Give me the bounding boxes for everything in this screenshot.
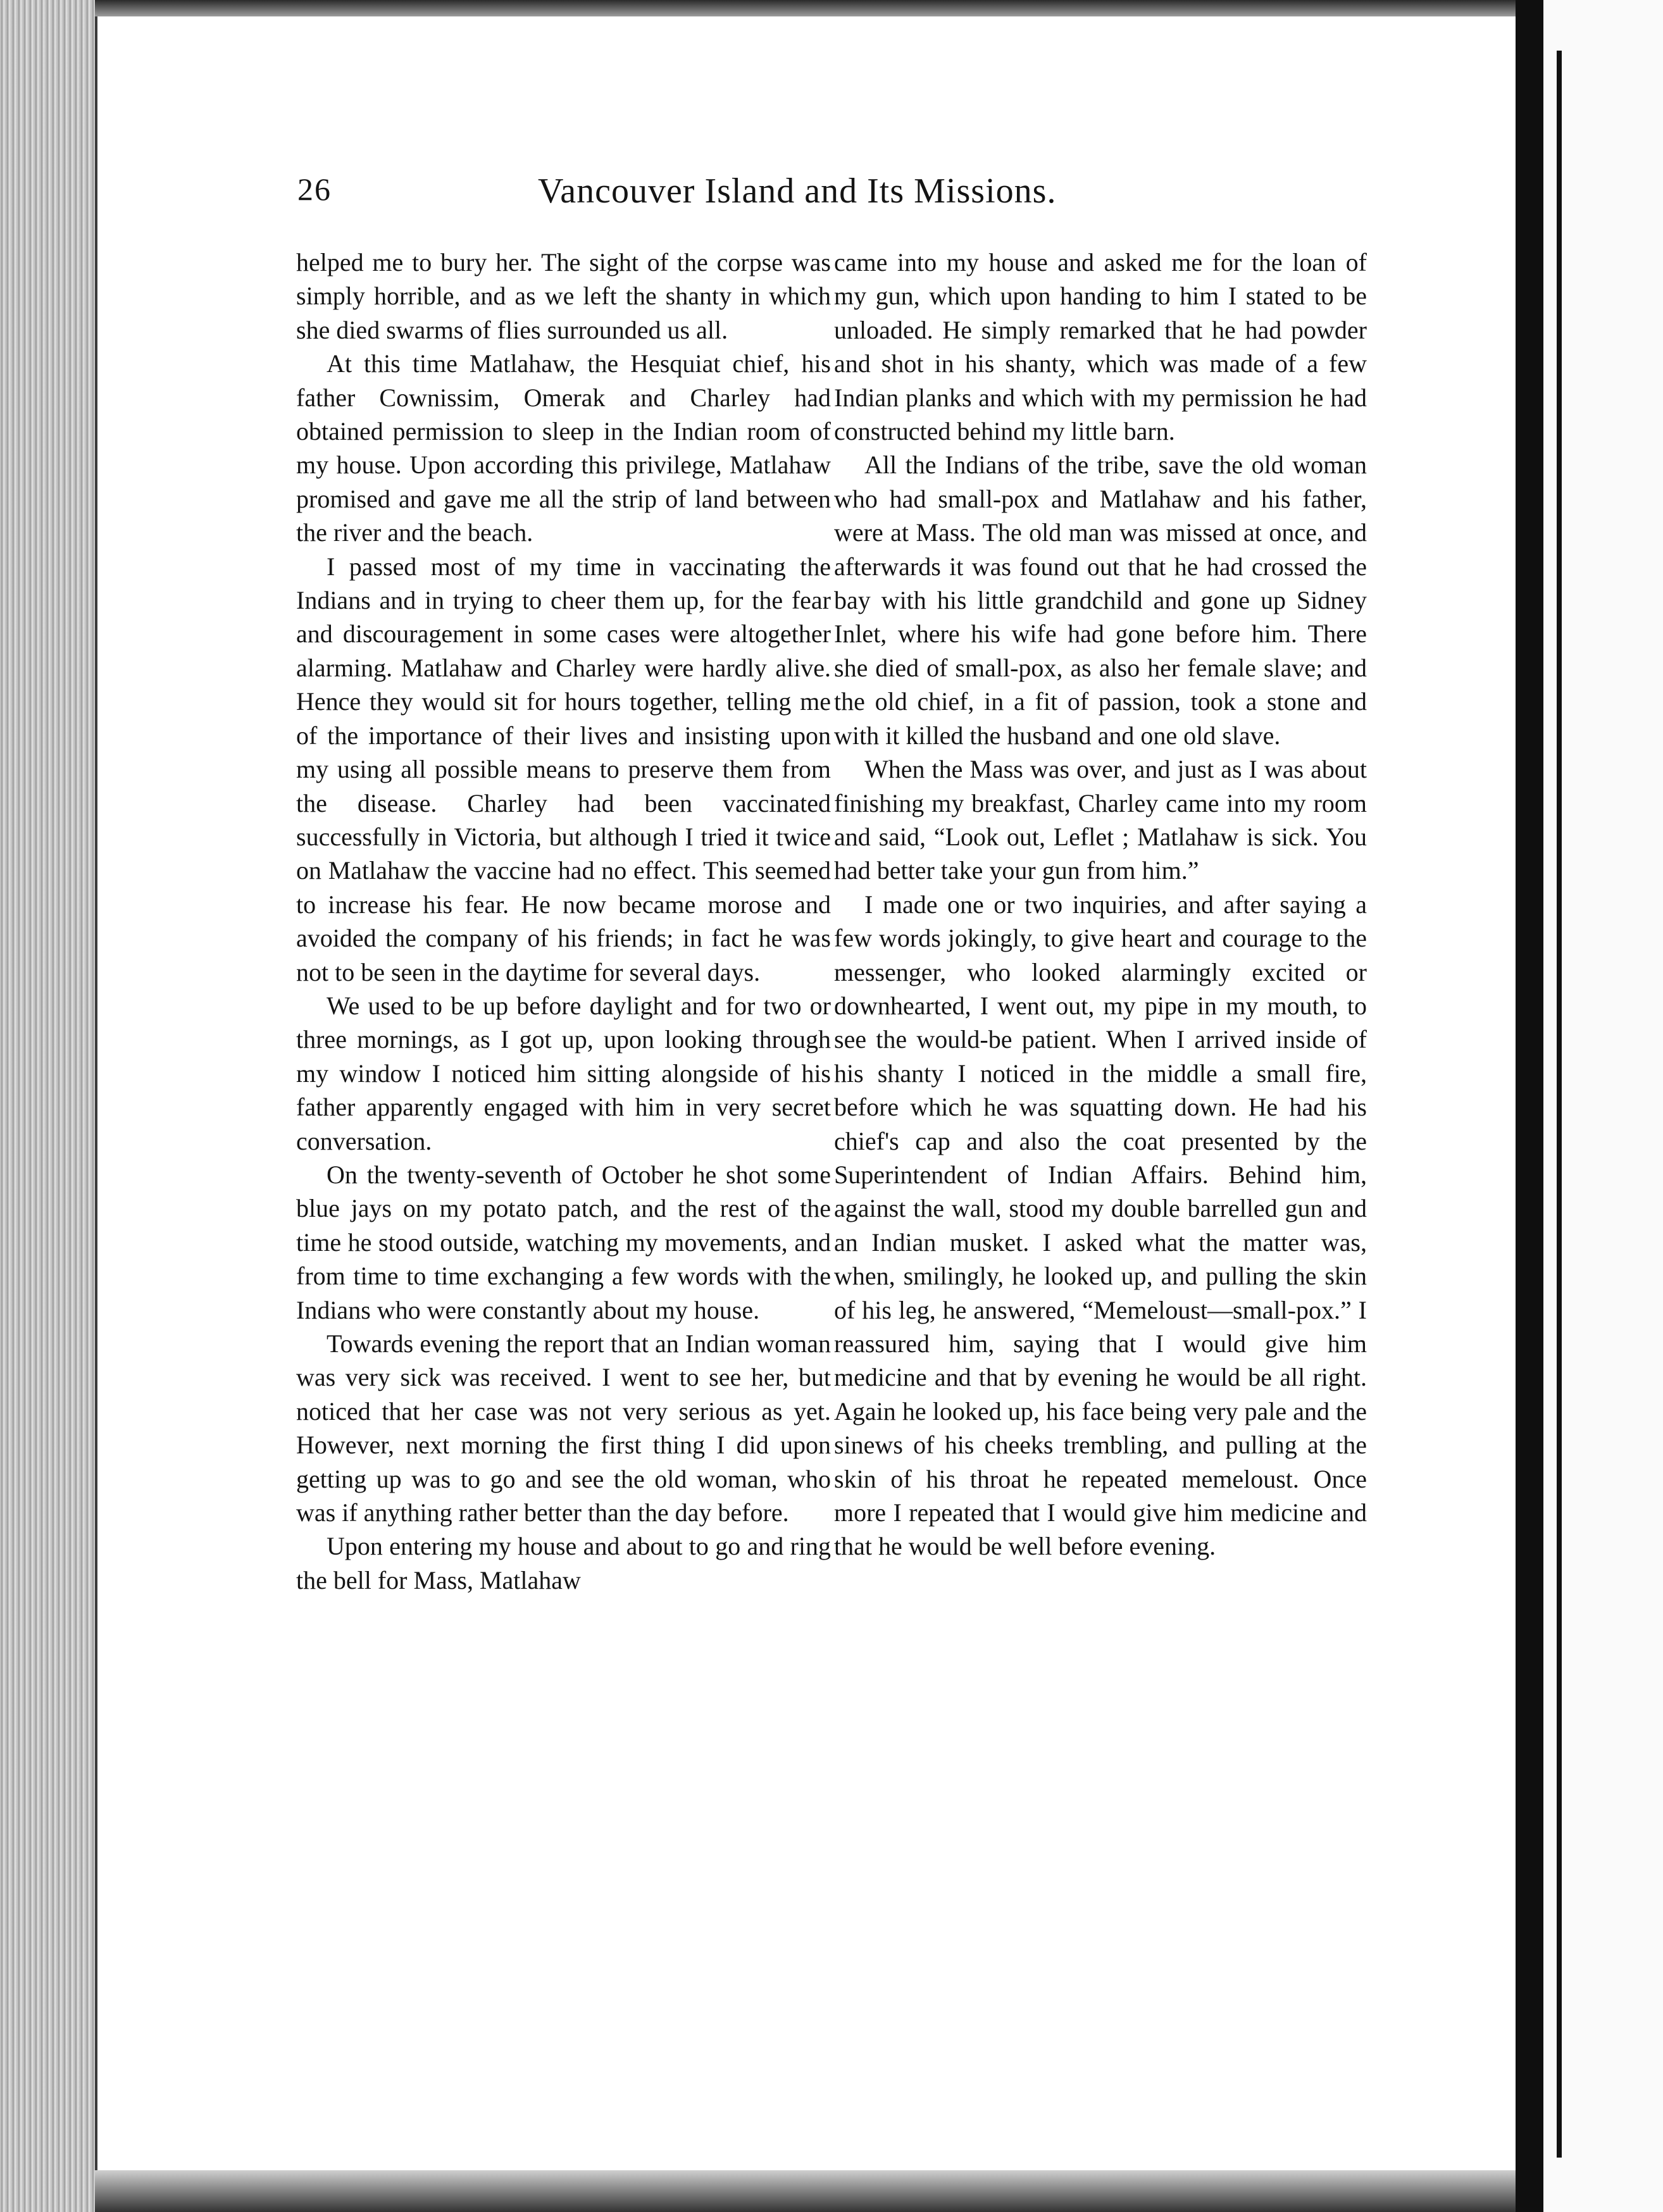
paragraph: When the Mass was over, and just as I was about finishing my breakfast, Charley came into my room and said, “Look out, Leflet ; Matlahaw is sick. You had better take your gun from him.”: [834, 755, 1367, 885]
running-title: Vancouver Island and Its Missions.: [538, 171, 1057, 211]
page-number: 26: [297, 171, 332, 207]
text-column-left: [296, 245, 831, 1992]
text-column-right: [834, 245, 1367, 1992]
paragraph: Towards evening the report that an Indian woman was very sick was received. I went to see her, but noticed that her case was not very serious as yet. However, next morning the first thing I did upon getting up was to go and see the old woman, who was if anything rather better than the day before.: [296, 1329, 831, 1527]
paragraph: At this time Matlahaw, the Hesquiat chief, his father Cownissim, Omerak and Charley had obtained permission to sleep in the Indian room of my house. Upon according this privilege, Matlahaw promised and gave me all the strip of land between the river and the beach.: [296, 349, 831, 547]
paragraph: All the Indians of the tribe, save the old woman who had small-pox and Matlahaw and his father, were at Mass. The old man was missed at once, and afterwards it was found out that he had crossed the bay with his little grandchild and gone up Sidney Inlet, where his wife had gone before him. There she died of small-pox, as also her female slave; and the old chief, in a fit of passion, took a stone and with it killed the husband and one old slave.: [834, 450, 1367, 750]
scan-top-border: [95, 0, 1519, 16]
paragraph: helped me to bury her. The sight of the corpse was simply horrible, and as we left the shanty in which she died swarms of flies surrounded us all.: [296, 248, 831, 344]
paragraph: I made one or two inquiries, and after saying a few words jokingly, to give heart and courage to the messenger, who looked alarmingly excited or downhearted, I went out, my pipe in my mouth, to see the would-be patient. When I arrived inside of his shanty I noticed in the middle a small fire, before which he was squatting down. He had his chief's cap and also the coat presented by the Superintendent of Indian Affairs. Behind him, against the wall, stood my double barrelled gun and an Indian musket. I asked what the matter was, when, smilingly, he looked up, and pulling the skin of his leg, he answered, “Memeloust—small-pox.” I reassured him, saying that I would give him medicine and that by evening he would be all right. Again he looked up, his face being very pale and the sinews of his cheeks trembling, and pulling at the skin of his throat he repeated memeloust. Once more I repeated that I would give him medicine and that he would be well before evening.: [834, 890, 1367, 1561]
scan-bottom-border: [95, 2170, 1519, 2212]
paragraph: Upon entering my house and about to go and ring the bell for Mass, Matlahaw: [296, 1532, 831, 1594]
gutter-shadow: [1516, 0, 1543, 2212]
page-header: [297, 171, 1361, 221]
facing-page-edge: [1557, 51, 1562, 2158]
paragraph: We used to be up before daylight and for two or three mornings, as I got up, upon looking through my window I noticed him sitting alongside of his father apparently engaged with him in very secret conversation.: [296, 991, 831, 1155]
page-stack-edge: [0, 0, 97, 2212]
paragraph: came into my house and asked me for the loan of my gun, which upon handing to him I stated to be unloaded. He simply remarked that he had powder and shot in his shanty, which was made of a few Indian planks and which with my permission he had constructed behind my little barn.: [834, 248, 1367, 446]
paragraph: I passed most of my time in vaccinating the Indians and in trying to cheer them up, for the fear and discouragement in some cases were altogether alarming. Matlahaw and Charley were hardly alive. Hence they would sit for hours together, telling me of the importance of their lives and insisting upon my using all possible means to preserve them from the disease. Charley had been vaccinated successfully in Victoria, but although I tried it twice on Matlahaw the vaccine had no effect. This seemed to increase his fear. He now became morose and avoided the company of his friends; in fact he was not to be seen in the daytime for several days.: [296, 552, 831, 986]
paragraph: On the twenty-seventh of October he shot some blue jays on my potato patch, and the rest of the time he stood outside, watching my movements, and from time to time exchanging a few words with the Indians who were constantly about my house.: [296, 1160, 831, 1324]
